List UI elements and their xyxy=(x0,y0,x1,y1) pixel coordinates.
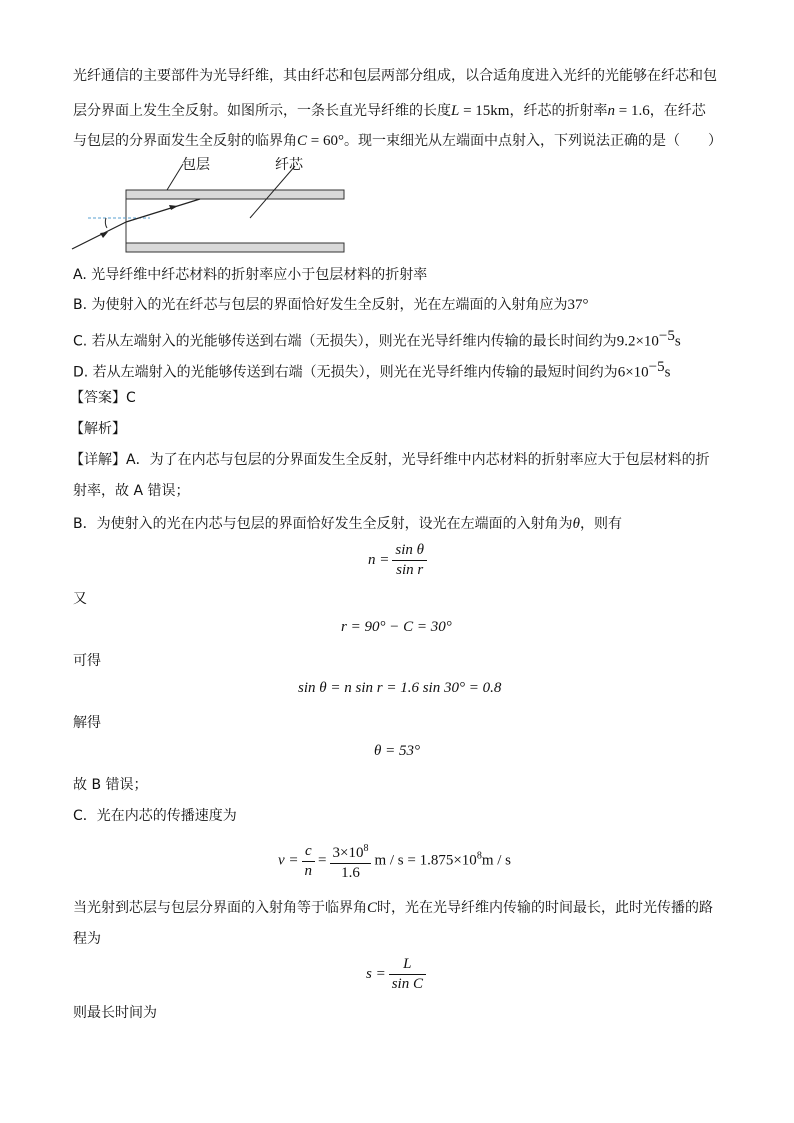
analysis-c-line3: 程为 xyxy=(73,931,101,947)
value: 37° xyxy=(567,297,589,313)
fraction-c-n xyxy=(302,843,316,880)
value: 6×10 xyxy=(617,364,649,381)
text: D. 若从左端射入的光能够传送到右端（无损失），则光在光导纤维内传输的最短时间约为 xyxy=(73,364,618,381)
text: C. 若从左端射入的光能够传送到右端（无损失），则光在光导纤维内传输的最长时间约为 xyxy=(73,333,617,350)
var-C: C xyxy=(367,900,378,916)
question-line-1: 光纤通信的主要部件为光导纤维，其由纤芯和包层两部分组成，以合适角度进入光纤的光能够在纤芯和包 xyxy=(73,68,717,84)
text: 。现一束细光从左端面中点射入，下列说法正确的是（ ） xyxy=(343,133,722,149)
analysis-last-line: 则最长时间为 xyxy=(73,1005,157,1021)
equation-5 xyxy=(278,840,511,882)
question-line-3 xyxy=(73,131,722,151)
text: B．为使射入的光在内芯与包层的界面恰好发生全反射，设光在左端面的入射角为 xyxy=(73,516,573,532)
var-n: n xyxy=(607,103,615,119)
option-d xyxy=(73,357,670,383)
exponent: 8 xyxy=(363,843,369,854)
text: 当光射到芯层与包层分界面的入射角等于临界角 xyxy=(73,900,367,916)
value-C: = 60° xyxy=(307,133,344,149)
text: B. 为使射入的光在纤芯与包层的界面恰好发生全反射，光在左端面的入射角应为 xyxy=(73,297,568,313)
analysis-a-line2: 射率，故 A 错误； xyxy=(73,483,190,499)
equation-2: r = 90° − C = 30° xyxy=(341,619,452,635)
denominator: sin r xyxy=(396,562,424,578)
fiber-figure xyxy=(70,152,360,262)
text: 与包层的分界面发生全反射的临界角 xyxy=(73,133,297,149)
analysis-b-conclusion: 故 B 错误； xyxy=(73,777,148,793)
text: ，在纤芯 xyxy=(649,103,706,119)
value: 9.2×10 xyxy=(616,333,659,350)
fiber-diagram xyxy=(70,152,360,262)
text: ，纤芯的折射率 xyxy=(509,103,608,119)
analysis-b-line xyxy=(73,514,622,534)
numerator: sin θ xyxy=(392,542,427,561)
text-you: 又 xyxy=(73,591,87,607)
var-L: L xyxy=(451,103,460,119)
text-kede: 可得 xyxy=(73,653,101,669)
analysis-label: 【解析】 xyxy=(70,421,126,437)
exponent: −5 xyxy=(648,359,665,375)
unit: s xyxy=(674,333,681,350)
value-n: = 1.6 xyxy=(614,103,650,119)
answer-line xyxy=(70,388,136,408)
text: ，则有 xyxy=(579,516,622,532)
denominator: 1.6 xyxy=(341,865,360,881)
fraction-value xyxy=(330,840,372,882)
eq-lhs: v = xyxy=(278,852,299,869)
text: 时，光在光导纤维内传输的时间最长，此时光传播的路 xyxy=(377,900,714,916)
analysis-a-line1 xyxy=(70,450,710,470)
denominator: n xyxy=(304,862,313,879)
eq-unit: m / s xyxy=(481,852,511,869)
equation-1 xyxy=(368,542,430,579)
answer-value: C xyxy=(126,390,136,406)
numerator: L xyxy=(389,956,426,975)
fraction xyxy=(392,542,427,579)
equation-3: sin θ = n sin r = 1.6 sin 30° = 0.8 xyxy=(298,680,502,696)
eq-lhs: n = xyxy=(368,551,390,568)
var-theta: θ xyxy=(572,516,580,532)
equation-6 xyxy=(366,956,429,993)
text: 层分界面上发生全反射。如图所示，一条长直光导纤维的长度 xyxy=(73,103,451,119)
equation-4: θ = 53° xyxy=(374,743,420,759)
analysis-c-line2 xyxy=(73,898,713,918)
option-a: A. 光导纤维中纤芯材料的折射率应小于包层材料的折射率 xyxy=(73,267,428,283)
option-b xyxy=(73,295,589,315)
exponent: −5 xyxy=(658,328,675,344)
option-c xyxy=(73,326,681,352)
value-L: = 15km xyxy=(459,103,510,119)
var-C: C xyxy=(297,133,308,149)
eq-lhs: s = xyxy=(366,965,386,982)
unit: s xyxy=(664,364,671,381)
equals: = xyxy=(318,852,327,869)
numerator: c xyxy=(302,843,316,862)
eq-tail: m / s = 1.875×10 xyxy=(374,852,477,869)
answer-label: 【答案】 xyxy=(70,390,126,406)
label-core: 纤芯 xyxy=(275,157,303,173)
question-line-2 xyxy=(73,101,706,121)
text-jiede: 解得 xyxy=(73,715,101,731)
fraction xyxy=(389,956,426,993)
label-cladding: 包层 xyxy=(182,157,210,173)
analysis-c-line: C．光在内芯的传播速度为 xyxy=(73,808,237,824)
denominator: sin C xyxy=(391,976,423,992)
exponent: 8 xyxy=(476,850,482,862)
detail-label: 【详解】 xyxy=(70,452,126,468)
numerator: 3×10 xyxy=(332,845,364,861)
text: A．为了在内芯与包层的分界面发生全反射，光导纤维中内芯材料的折射率应大于包层材料的折 xyxy=(126,452,710,468)
